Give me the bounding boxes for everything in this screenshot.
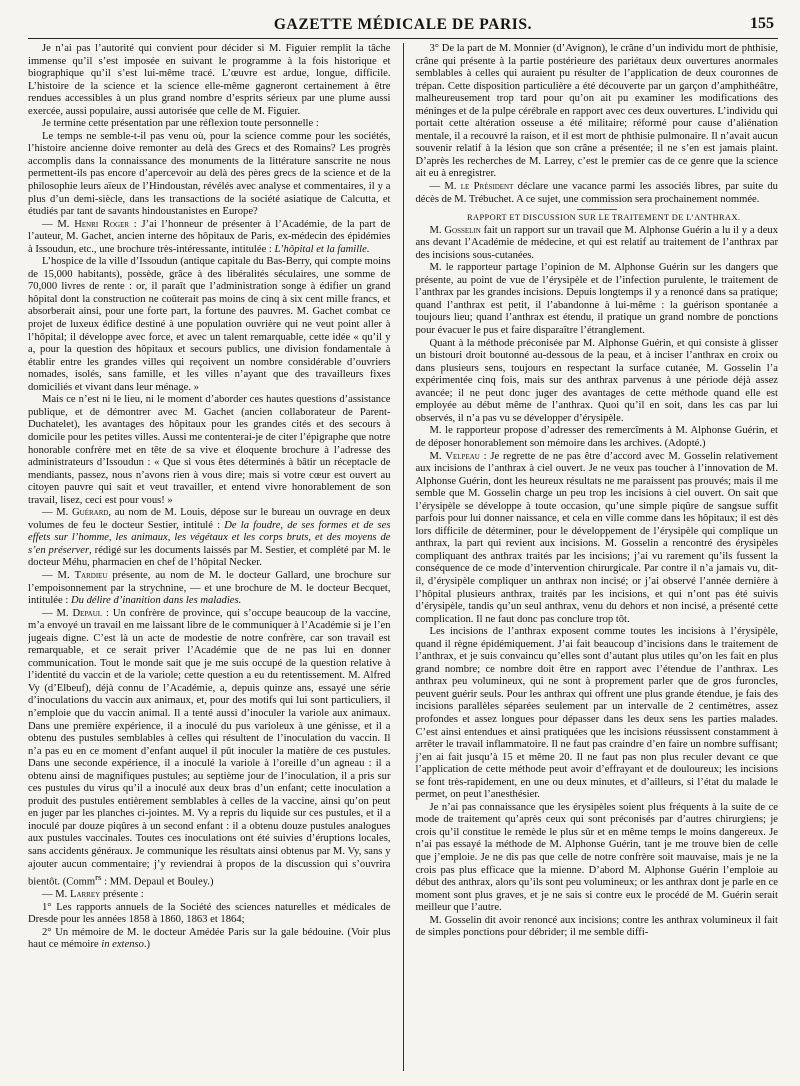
text-run: M. le rapporteur partage l’opinion de M. Alphonse Guérin sur les dangers que présente, au point de vue de l’érysipèle et de l’infection purulente, le traitement de l’anthrax par les grandes incisions. Depuis longtemps il y a renoncé dans sa pratique; quand l’anthrax est petit, il l’abandonne à lui-même : la guérison spontanée a toujours lieu; quand l’anthrax est étendu, il pratique un grand nombre de ponctions pour évacuer le pus et faire disparaître l’étranglement. <box>415 262 778 337</box>
column-rule <box>403 43 404 1071</box>
text-run: M. <box>429 224 445 236</box>
speaker-name: Larrey <box>69 889 101 901</box>
text-run: présente : <box>100 889 144 901</box>
journal-title: GAZETTE MÉDICALE DE PARIS. <box>273 16 533 33</box>
paragraph <box>28 219 391 257</box>
text-run: Quant à la méthode préconisée par M. Alphonse Guérin, et qui consiste à glisser un bistouri droit boutonné au-dessous de la peau, et à inciser l’anthrax en croix ou dans plusieurs sens, toujours en respectant la surface cutanée, M. Gosselin l’a expérimentée cinq fois, mais sur des anthrax parvenus à une période déjà assez avancée; il ne peut donc juger des avantages de cette méthode quand elle est employée au début même de l’anthrax. Quoi qu’il en soit, dans les cas par lui observés, il n’a pas vu se développer d’érysipèle. <box>415 337 778 424</box>
paragraph <box>28 608 391 890</box>
text-run: — M. <box>42 889 70 901</box>
text-run: Le temps ne semble-t-il pas venu où, pour la science comme pour les sociétés, l’histoire ancienne doive remonter au delà des Grecs et des Romains? Les progrès accomplis dans la connaissance des monuments de la littérature sanscrite ne nous permettent-ils pas encore d’apercevoir au delà des pères grecs de la science et de la philosophie leurs aïeux de l’Hindoustan, révélés avec analyse et commentaires, il y a plus d’un demi-siècle, dans les transactions de la société asiatique de Calcutta, et étudiés par tant de savants hindoustanistes en Europe? <box>28 130 391 218</box>
text-run: fait un rapport sur un travail que M. Alphonse Guérin a lu il y a deux ans devant l’Académie de médecine, et qui est relatif au traitement de l’anthrax par des incisions sous-cutanées. <box>415 224 778 261</box>
paragraph <box>415 451 778 627</box>
page-header <box>28 14 778 39</box>
paragraph <box>415 915 778 940</box>
paragraph <box>415 802 778 915</box>
paragraph <box>415 425 778 450</box>
text-run: présente, au nom de M. le docteur Gallard, une brochure sur l’empoisonnement par la strychnine, — et une brochure de M. le docteur Becquet, intitulée : <box>28 569 391 607</box>
text-run: — M. <box>42 569 75 581</box>
paragraph <box>28 927 391 952</box>
italic-title: in extenso <box>101 939 144 951</box>
paragraph <box>28 889 391 902</box>
speaker-name: Gosselin <box>444 224 481 236</box>
left-column <box>28 43 391 1071</box>
paragraph <box>415 181 778 206</box>
speaker-name: Velpeau <box>445 450 480 462</box>
text-run: — M. <box>429 181 461 193</box>
paragraph <box>415 626 778 802</box>
speaker-name: le Président <box>460 181 514 193</box>
text-run: 2° Un mémoire de M. le docteur Amédée Paris sur la gale bédouine. (Voir plus haut ce mémoire <box>28 926 391 951</box>
paragraph <box>415 338 778 426</box>
page-number: 155 <box>750 15 774 32</box>
text-run: — M. <box>42 607 73 619</box>
paragraph <box>28 570 391 608</box>
text-run: Je termine cette présentation par une réflexion toute personnelle : <box>42 118 319 130</box>
text-run: : Un confrère de province, qui s’occupe beaucoup de la vaccine, m’a envoyé un travail en me laissant libre de le communiquer à l’Académie si je l’en jugeais digne. C’est là un acte de modestie de notre confrère, car son travail est remarquable, et ce serait priver l’Académie que de ne pas lui en donner communication. Tout le monde sait que je me suis occupé de la question relative à l’identité du vaccin et de la variole; cette question a eu du retentissement. M. Alfred Vy (d’Elbeuf), déjà connu de l’Académie, a, depuis quinze ans, essayé une série d’inoculations du vaccin aux animaux, et, pour des motifs qui lui sont particuliers, il n’emploie que du vaccin animal. Il a tenté aussi d’inoculer la variole aux animaux. Dans une première expérience, il a inoculé du pus varioleux à une génisse, et il a obtenu des pustules semblables à celles qui résultent de l’inoculation du vaccin. Il n’a pas eu en ce moment d’enfant auquel il pût inoculer la matière de ces pustules. Dans une seconde expérience, il a inoculé la variole à l’oreille d’un agneau : il a obtenu ainsi de magnifiques pustules; au septième jour de l’inoculation, il a pris sur ces pustules du virus qu’il a inoculé aux deux bras d’un enfant; cette inoculation a produit des pustules entièrement semblables à celles de la vaccine, ainsi qu’on peut en juger par les planches ci-jointes. M. Vy a repris du liquide sur ces pustules, et il a inoculé par douze piqûres à un second enfant : il a obtenu douze pustules analogues aux pustules vaccinales. Toutes ces inoculations ont été suivies d’éruptions locales, sans accidents généraux. Je communique les résultats ainsi obtenus par M. Vy, sans y ajouter aucun commentaire; j’y reviendrai à propos de la discussion qui s’ouvrira bientôt. (Comm <box>28 607 391 888</box>
paragraph <box>28 118 391 131</box>
text-run: M. Gosselin dit avoir renoncé aux incisions; contre les anthrax volumineux il fait de simples ponctions pour débrider; il me semble diffi- <box>415 914 778 939</box>
speaker-name: Guérard <box>71 507 109 519</box>
italic-title: De la foudre, de ses formes et de ses effets sur l’homme, les animaux, les végétaux et les corps bruts, et des moyens de s’en préserver <box>28 519 391 556</box>
paragraph <box>415 262 778 337</box>
section-heading: RAPPORT ET DISCUSSION SUR LE TRAITEMENT DE L’ANTHRAX. <box>467 213 741 223</box>
text-run: L’hospice de la ville d’Issoudun (antique capitale du Bas-Berry, qui compte moins de 15,000 habitants), possède, grâce à des libéralités séculaires, une somme de 70,000 livres de rente : or, il paraît que l’administration songe à édifier un grand hôpital dont la construction ne coûterait pas moins de cinq à six cent mille francs, et absorberait ainsi, pour une forte part, la fortune des pauvres. M. Gachet combat ce projet de luxeux édifice destiné à une population ouvrière qui ne veut point aller à l’hôpital; il développe avec force, et avec un talent remarquable, cette idée « qu’il y a, pour la question des hôpitaux et secours publics, une division fondamentale à établir entre les grandes villes qui reçoivent un nombre considérable d’ouvriers nomades, isolés, sans famille, et les villes n’ayant que des travailleurs fixes domiciliés et vivant dans leur ménage. » <box>28 256 391 393</box>
text-run: M. <box>429 450 446 462</box>
text-columns <box>28 43 778 1071</box>
section-separator <box>577 209 617 210</box>
text-run: Mais ce n’est ni le lieu, ni le moment d’aborder ces hautes questions d’assistance publique, et de démontrer avec M. Gachet (ancien collaborateur de Parent-Duchatelet), les avantages des hôpitaux pour les grandes cités et des secours à domicile pour les petites villes. Aussi me contenterai-je de citer l’épigraphe que notre honorable confrère met en tête de sa vive et éloquente brochure à l’adresse des administrateurs d’Issoudun : « Que si vous êtes déterminés à bâtir un réceptacle de mendiants, passez, nous n’avons rien à vous dire; mais si votre cœur est ouvert au citoyen pauvre qui sait et veut travailler, et entend vivre honorablement de son travail, lisez, ceci est pour vous! » <box>28 394 391 506</box>
text-run: Les incisions de l’anthrax exposent comme toutes les incisions à l’érysipèle, quand il règne épidémiquement. J’ai fait beaucoup d’incisions dans le traitement de l’anthrax, et je suis convaincu qu’elles sont d’autant plus utiles qu’on les fait en plus grand nombre; ce nombre doit être en rapport avec l’étendue de l’anthrax. Les anthrax peu volumineux, qui ne sont à proprement parler que de gros furoncles, peuvent guérir seuls. Pour les anthrax qui offrent une plus grande étendue, je fais des incisions parallèles séparées seulement par un intervalle de 2 centimètres, assez profondes et assez longues pour dépasser dans les deux sens les parties malades. C’est ainsi entendues et ainsi pratiquées que les incisions réussissent constamment à arrêter le travail inflammatoire. Il ne faut pas craindre d’en faire un nombre suffisant; j’en ai fait jusqu’à 15 et même 20. Il ne faut pas non plus reculer devant ce que l’application de cette méthode peut avoir d’effrayant et de douloureux; les incisions se font très-rapidement, en une ou deux minutes, et d’ailleurs, si l’état du malade le permet, on peut l’anesthésier. <box>415 626 778 801</box>
text-run: déclare une vacance parmi les associés libres, par suite du décès de M. Trébuchet. A ce sujet, une commission sera prochainement nommée. <box>415 181 778 205</box>
paragraph <box>28 131 391 219</box>
text-run: 3° De la part de M. Monnier (d’Avignon), le crâne d’un individu mort de phthisie, crâne qui présente à la partie postérieure des pariétaux deux ouvertures anormales semblables à celles qui auraient pu résulter de l’application de deux couronnes de trépan. Cette disposition particulière a été découverte par un garçon d’amphithéâtre, malheureusement trop tard pour qu’on ait pu examiner les modifications des méninges et de la pulpe cérébrale en rapport avec ces deux ouvertures. L’individu qui portait cette altération osseuse a été militaire; réformé pour cause d’aliénation mentale, il a recouvré la raison, et il est mort de phthisie pulmonaire. Il n’avait aucun souvenir relatif à la lésion que son crâne a présentée; il ne s’en est jamais plaint. D’après les recherches de M. Larrey, c’est le premier cas de ce genre que la science ait eu à enregistrer. <box>415 43 778 180</box>
text-run: , au nom de M. Louis, dépose sur le bureau un ouvrage en deux volumes de feu le docteur Sestier, intitulé : <box>28 507 391 531</box>
text-run: , rédigé sur les documents laissés par M. Sestier, et complété par M. le docteur Méhu, pharmacien en chef de l’hôpital Necker. <box>28 544 391 569</box>
italic-title: Du délire d’inanition dans les maladies. <box>70 595 242 607</box>
paragraph <box>28 902 391 927</box>
speaker-name: Depaul <box>72 607 103 619</box>
text-run: M. le rapporteur propose d’adresser des remercîments à M. Alphonse Guérin, et de déposer honorablement son mémoire dans les archives. (Adopté.) <box>415 425 778 449</box>
right-column <box>415 43 778 1071</box>
paragraph <box>28 394 391 507</box>
text-run: rs <box>95 872 102 883</box>
speaker-name: Tardieu <box>74 569 108 581</box>
text-run: : Je regrette de ne pas être d’accord avec M. Gosselin relativement aux incisions de l’anthrax à ciel ouvert. Je ne veux pas toucher à l’innovation de M. Alphonse Guérin, dont les heureux résultats ne me paraissent pas prouvés; mais il me semble que M. Gosselin charge un peu trop les incisions à ciel ouvert. On sait que l’érysipèle se développe à toute occasion, qu’une simple piqûre de sangsue suffit parfois pour lui donner naissance, et cela en ville comme dans les hôpitaux; il est dès lors difficile de déterminer, pour le développement de l’érysipèle qui complique un anthrax, la part qui revient aux incisions. M. Gosselin a rencontré des érysipèles compliquant des anthrax traités par les incisions; j’ai vu rarement qu’ils fussent la conséquence de ce mode d’intervention chirurgicale. Par contre il n’a jamais vu, dit-il, d’érysipèle compliquer un anthrax non incisé; or j’ai observé l’année dernière à l’hôpital plusieurs anthrax, traités par les incisions, et qui n’ont pas été suivis d’érysipèle, tandis qu’un seul anthrax, venu du dehors et non incisé, a présenté cette complication. Il ne faut donc pas conclure trop tôt. <box>415 450 778 625</box>
paragraph <box>28 507 391 570</box>
paragraph <box>415 43 778 181</box>
text-run: Je n’ai pas connaissance que les érysipèles soient plus fréquents à la suite de ce mode de traitement qu’après ceux qui sont préconisés par d’autres chirurgiens; je crois qu’il constitue le remède le plus sûr et en même temps le moins dangereux. Je n’ai pas essayé la méthode de M. Alphonse Guérin, tant je me trouve bien de celle que j’emploie. Je ne dis pas que celle de notre confrère soit mauvaise, mais je ne la crois pas plus efficace que la mienne. D’abord M. Alphonse Guérin l’emploie au début des anthrax, alors qu’ils sont peu volumineux; or les anthrax dont je parle en ce moment sont plus graves, et je ne sais si contre eux le procédé de M. Guérin serait meilleur que l’autre. <box>415 801 778 914</box>
text-run: — M. <box>42 507 72 519</box>
text-run: .) <box>143 939 151 951</box>
text-run: Je n’ai pas l’autorité qui convient pour décider si M. Figuier remplit la tâche immense qu’il s’est imposée en suivant le programme à la fois historique et biographique qu’il s’est lui-même tracé. L’œuvre est ardue, longue, difficile. L’histoire de la science et la science elle-même gagneront certainement à être rendues accessibles à un plus grand nombre d’esprits sérieux par une plume aussi exercée, aussi populaire, aussi autorisée que celle de M. Figuier. <box>28 43 391 117</box>
paragraph <box>28 43 391 118</box>
paragraph <box>28 256 391 394</box>
italic-title: L’hôpital et la famille. <box>274 243 370 255</box>
text-run: : J’ai l’honneur de présenter à l’Académie, de la part de l’auteur, M. Gachet, ancien interne des hôpitaux de Paris, ex-médecin des épidémies à Issoudun, etc., une brochure très-intéressante, intitulée : <box>28 218 391 255</box>
text-run: — M. <box>42 218 75 230</box>
paragraph <box>415 225 778 263</box>
speaker-name: Henri Roger <box>74 218 130 230</box>
text-run: 1° Les rapports annuels de la Société des sciences naturelles et médicales de Dresde pour les années 1858 à 1860, 1863 et 1864; <box>28 901 391 926</box>
text-run: : MM. Depaul et Bouley.) <box>101 876 214 888</box>
